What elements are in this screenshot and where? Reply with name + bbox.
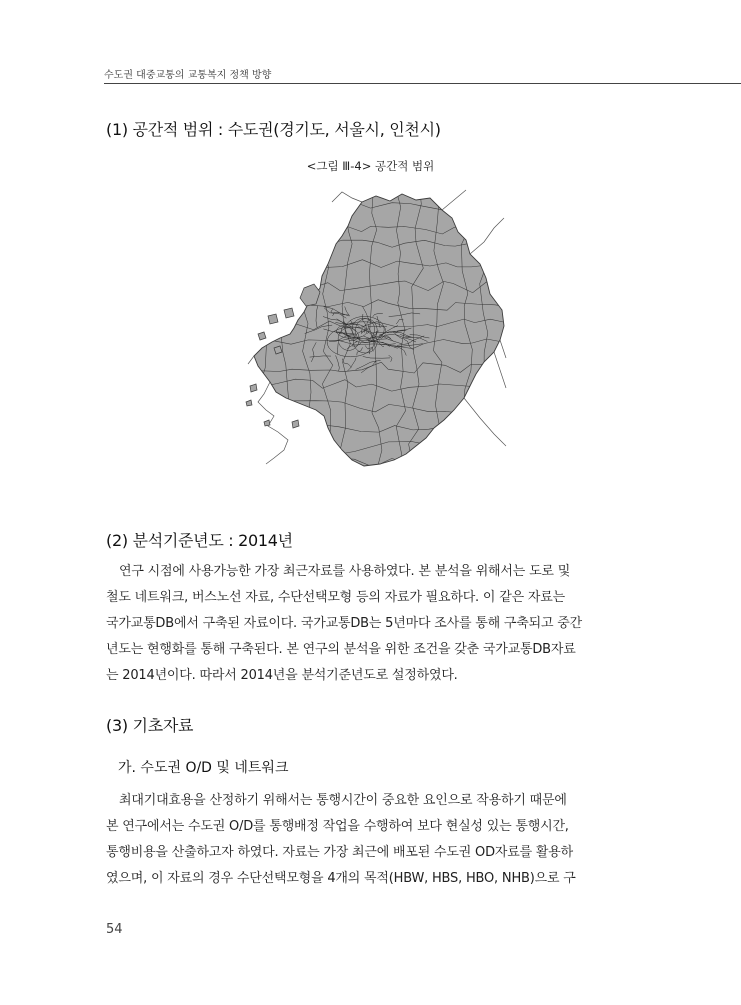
paragraph-line: 철도 네트워크, 버스노선 자료, 수단선택모형 등의 자료가 필요하다. 이 같은 자료는 [106, 590, 565, 605]
paragraph-line: 최대기대효용을 산정하기 위해서는 통행시간이 중요한 요인으로 작용하기 때문에 [119, 793, 567, 808]
section-heading-base-data: (3) 기초자료 [106, 716, 194, 735]
paragraph-line: 본 연구에서는 수도권 O/D를 통행배정 작업을 수행하여 보다 현실성 있는 통행시간, [106, 819, 569, 834]
section-heading-base-year: (2) 분석기준년도 : 2014년 [106, 531, 293, 550]
paragraph-line: 통행비용을 산출하고자 하였다. 자료는 가장 최근에 배포된 수도권 OD자료를 활용하 [106, 845, 573, 860]
paragraph-line: 연구 시점에 사용가능한 가장 최근자료를 사용하였다. 본 분석을 위해서는 도로 및 [119, 564, 571, 579]
paragraph-line: 였으며, 이 자료의 경우 수단선택모형을 4개의 목적(HBW, HBS, HBO, NHB)으로 구 [106, 871, 576, 886]
island-small-2 [268, 314, 278, 324]
running-header: 수도권 대중교통의 교통복지 정책 방향 [104, 70, 272, 81]
paragraph-od-network [106, 788, 636, 892]
header-rule [104, 83, 741, 84]
paragraph-line: 년도는 현행화를 통해 구축된다. 본 연구의 분석을 위한 조건을 갖춘 국가교통DB자료 [106, 642, 576, 657]
subheading-od-network: 가. 수도권 O/D 및 네트워크 [118, 760, 289, 776]
island-small-1 [284, 308, 294, 318]
figure-caption: <그림 Ⅲ-4> 공간적 범위 [306, 159, 435, 173]
section-heading-spatial-scope: (1) 공간적 범위 : 수도권(경기도, 서울시, 인천시) [106, 120, 441, 139]
page-number: 54 [106, 922, 123, 937]
paragraph-base-year [106, 559, 636, 689]
capital-region-map [244, 188, 508, 468]
paragraph-line: 국가교통DB에서 구축된 자료이다. 국가교통DB는 5년마다 조사를 통해 구축되고 중간 [106, 616, 582, 631]
paragraph-line: 는 2014년이다. 따라서 2014년을 분석기준년도로 설정하였다. [106, 668, 458, 683]
